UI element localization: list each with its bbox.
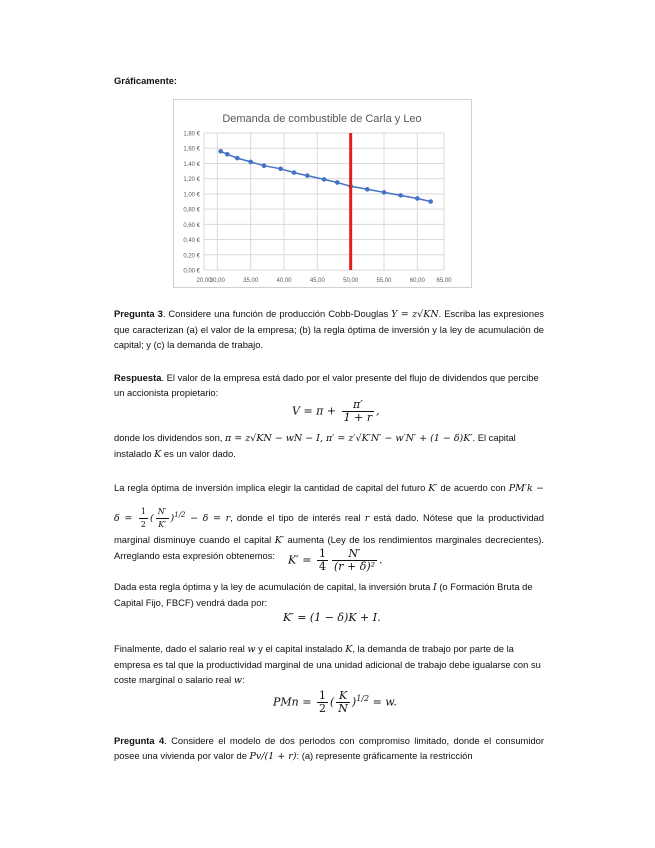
question-4 — [114, 733, 544, 764]
eq-k-den2: (r + δ)² — [333, 560, 376, 573]
answer-p2-b: . El capital instalado — [114, 432, 516, 459]
question-4-text-a: . Considere el modelo de dos periodos con compromiso limitado, donde el consumidor posee una vivienda por valor de — [114, 735, 544, 761]
eq-pm-power: 1/2 — [356, 693, 370, 703]
mpk-ratio-num: N′ — [156, 506, 169, 519]
eq-pm-den: N — [338, 702, 348, 715]
data-point — [305, 173, 310, 178]
data-point — [292, 170, 297, 175]
eq-k-num2: N′ — [332, 548, 377, 561]
eq-value-den: 1 + r — [343, 411, 373, 424]
y-tick-label: 0,20 € — [183, 253, 200, 260]
eq-value-end: , — [376, 404, 380, 418]
eq-k-den: 4 — [318, 560, 326, 573]
eq-pm-half-den: 2 — [318, 702, 326, 715]
answer-p4-b: (o Formación Bruta de Capital Fijo, FBCF) vendrá dada por: — [114, 581, 533, 608]
question-3-label: Pregunta 3 — [114, 308, 163, 319]
mpk-lhs: PM′k − δ = — [114, 483, 545, 525]
x-tick-label: 50,00 — [343, 278, 359, 284]
y-tick-label: 1,40 € — [183, 161, 200, 168]
future-capital-symbol-2: K′ — [274, 535, 285, 547]
x-tick-label: 60,00 — [409, 278, 425, 284]
eq-k-end: . — [379, 553, 383, 567]
x-tick-label: 40,00 — [276, 278, 292, 284]
eq-k-lhs: K′ = — [288, 553, 312, 567]
eq-pm-half-num: 1 — [318, 689, 326, 702]
answer-label: Respuesta — [114, 372, 162, 383]
mpk-ratio-den: K′ — [158, 520, 167, 530]
answer-p5-d: : — [242, 674, 245, 685]
data-point — [225, 152, 230, 157]
future-capital-symbol: K′ — [428, 483, 438, 494]
data-point — [278, 166, 283, 171]
data-point — [335, 180, 340, 185]
capital-symbol: K — [154, 449, 162, 460]
labor-demand-paragraph — [114, 641, 544, 688]
eq-pm-lhs: PMn = — [273, 695, 312, 709]
y-tick-label: 0,60 € — [183, 222, 200, 229]
answer-p3-a: La regla óptima de inversión implica elegir la cantidad de capital del futuro — [114, 482, 426, 493]
eq-pm-rhs: = w. — [372, 695, 397, 709]
data-point — [382, 190, 387, 195]
equation-labor-demand: PMn = $\frac{1}{2}$ ( $\frac{K}{N}$ )$^{1/2}$ = w. — [273, 689, 397, 715]
eq-value-lhs: V = π + — [292, 404, 337, 418]
interest-rate-symbol: r — [364, 513, 370, 525]
answer-dividends — [114, 430, 544, 462]
eq-pm-num: K — [336, 690, 350, 703]
chart-grid — [204, 133, 444, 270]
installed-capital-symbol: K — [345, 644, 353, 655]
question-4-text-b: : (a) represente gráficamente la restricción — [296, 750, 473, 761]
chart-title: Demanda de combustible de Carla y Leo — [222, 113, 422, 125]
data-point — [322, 177, 327, 182]
marginal-product-formula: PM′k − δ = $\frac{1}{2}$ ( $\frac{N'}{K'}$ )$^{1/2}$ − δ = r — [114, 483, 545, 530]
data-point — [262, 163, 267, 168]
mpk-half-num: 1 — [139, 506, 148, 519]
data-point — [235, 156, 240, 161]
heading-graph: Gráficamente: — [114, 75, 178, 86]
answer-p5-b: y el capital instalado — [258, 643, 343, 654]
wage-symbol-2: w — [233, 675, 242, 686]
y-tick-label: 0,80 € — [183, 207, 200, 214]
answer-p2-a: donde los dividendos son, — [114, 432, 223, 443]
x-tick-label: 30,00 — [209, 278, 225, 284]
data-point — [365, 187, 370, 192]
x-tick-label: 65,00 — [436, 278, 452, 284]
y-tick-label: 0,40 € — [183, 238, 200, 245]
chart-canvas — [174, 100, 471, 287]
x-tick-label: 55,00 — [376, 278, 392, 284]
investment-symbol: I — [432, 582, 437, 593]
question-3 — [114, 306, 544, 352]
y-tick-label: 0,00 € — [183, 268, 200, 275]
answer-p5-a: Finalmente, dado el salario real — [114, 643, 245, 654]
answer-p3-b: de acuerdo con — [440, 482, 506, 493]
question-4-label: Pregunta 4 — [114, 735, 165, 746]
answer-p3-c: , donde el tipo de interés real — [230, 512, 361, 524]
question-3-text-b: . Escriba las expresiones que caracterizan (a) el valor de la empresa; (b) la regla óptima de inversión y la ley de acumulación de capital; y (c) la demanda de trabajo. — [114, 308, 544, 350]
answer-p3-d: está dado. Nótese que la productividad marginal disminuye cuando el capital — [114, 512, 544, 546]
x-tick-label: 20,00 — [196, 278, 212, 284]
equation-firm-value — [292, 399, 380, 424]
answer-p5-c: , la demanda de trabajo por parte de la empresa es tal que la productividad marginal de una unidad adicional de trabajo debe igualarse con su coste marginal o salario real — [114, 643, 541, 685]
data-point — [398, 193, 403, 198]
wage-symbol: w — [247, 644, 256, 655]
question-3-formula: Y = z√KN — [391, 309, 439, 320]
dividends-formula: π = z√KN − wN − I, π′ = z′√K′N′ − w′N′ + (1 − δ)K′ — [225, 433, 473, 444]
y-tick-label: 1,80 € — [183, 131, 200, 138]
fuel-demand-chart — [173, 99, 472, 288]
accumulation-paragraph — [114, 579, 544, 610]
answer-p2-c: es un valor dado. — [163, 448, 236, 459]
data-point — [415, 196, 420, 201]
equation-capital-accumulation: K′ = (1 − δ)K + I. — [283, 611, 381, 624]
data-point — [218, 149, 223, 154]
x-tick-label: 35,00 — [243, 278, 259, 284]
answer-p1: . El valor de la empresa está dado por el valor presente del flujo de dividendos que percibe un accionista propietario: — [114, 372, 539, 398]
data-point — [248, 160, 253, 165]
answer-intro — [114, 370, 544, 400]
equation-optimal-capital — [288, 548, 383, 573]
mpk-power: 1/2 — [174, 511, 186, 519]
eq-value-num: π′ — [342, 399, 374, 412]
answer-p4-a: Dada esta regla óptima y la ley de acumulación de capital, la inversión bruta — [114, 581, 431, 592]
y-tick-label: 1,00 € — [183, 192, 200, 199]
question-4-formula: Pv/(1 + r) — [249, 751, 297, 762]
answer-p3-e: aumenta (Ley de los rendimientos marginales decrecientes). Arreglando esta expresión obtenemos: — [114, 534, 545, 562]
mpk-rhs: − δ = r — [190, 513, 231, 525]
y-tick-label: 1,60 € — [183, 146, 200, 153]
question-3-text-a: . Considere una función de producción Cobb-Douglas — [162, 308, 389, 319]
x-tick-label: 45,00 — [309, 278, 325, 284]
eq-k-num: 1 — [318, 547, 326, 560]
y-tick-label: 1,20 € — [183, 177, 200, 184]
mpk-half-den: 2 — [140, 520, 146, 530]
data-point — [428, 199, 433, 204]
